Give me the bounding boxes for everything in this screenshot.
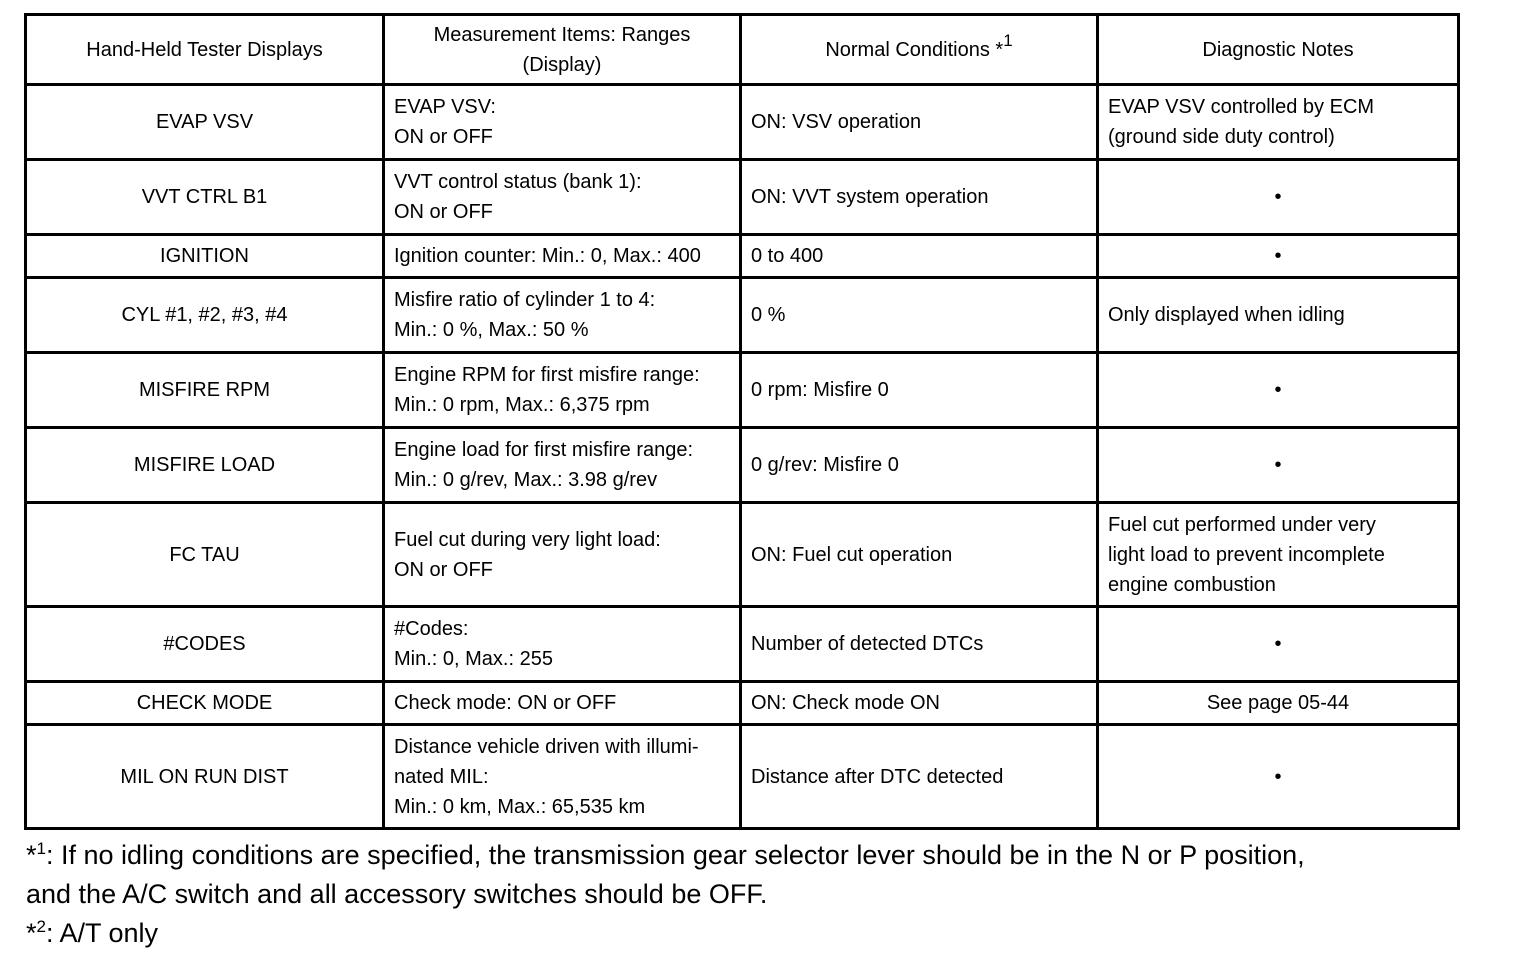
cell-normal-condition: ON: VSV operation [741, 85, 1098, 160]
header-display-text: Hand-Held Tester Displays [86, 38, 323, 61]
cell-normal-condition: 0 % [741, 278, 1098, 353]
header-range [384, 15, 741, 85]
table-row [26, 607, 1459, 682]
cell-measurement-range: Misfire ratio of cylinder 1 to 4: Min.: 0 %, Max.: 50 % [384, 278, 741, 353]
table-row [26, 503, 1459, 607]
cell-measurement-range: VVT control status (bank 1): ON or OFF [384, 160, 741, 235]
table-row [26, 278, 1459, 353]
header-notes-text: Diagnostic Notes [1202, 38, 1354, 61]
footnote-2-mark: * [26, 918, 37, 948]
cell-diagnostic-notes: • [1098, 725, 1459, 829]
cell-tester-display: VVT CTRL B1 [26, 160, 384, 235]
cell-normal-condition: Number of detected DTCs [741, 607, 1098, 682]
header-normal [741, 15, 1098, 85]
table-header [26, 15, 1459, 85]
table-row [26, 235, 1459, 278]
footnotes [26, 836, 1486, 953]
table-body [26, 85, 1459, 829]
table-row [26, 428, 1459, 503]
footnote-2-number: 2 [36, 917, 46, 936]
header-display [26, 15, 384, 85]
cell-measurement-range: #Codes: Min.: 0, Max.: 255 [384, 607, 741, 682]
header-notes [1098, 15, 1459, 85]
cell-tester-display: MISFIRE RPM [26, 353, 384, 428]
cell-tester-display: IGNITION [26, 235, 384, 278]
footnote-1-mark: * [26, 840, 37, 870]
cell-normal-condition: 0 g/rev: Misfire 0 [741, 428, 1098, 503]
footnote-1-text: : If no idling conditions are specified, the transmission gear selector lever should be in the N or P position, and the A/C switch and all accessory switches should be OFF. [26, 840, 1305, 909]
header-normal-footnote-ref: 1 [1003, 30, 1013, 50]
cell-tester-display: #CODES [26, 607, 384, 682]
cell-tester-display: CHECK MODE [26, 682, 384, 725]
footnote-2 [26, 914, 1486, 953]
data-list-table [24, 13, 1460, 830]
cell-normal-condition: Distance after DTC detected [741, 725, 1098, 829]
table-row [26, 682, 1459, 725]
cell-tester-display: MISFIRE LOAD [26, 428, 384, 503]
cell-diagnostic-notes: Only displayed when idling [1098, 278, 1459, 353]
table-row [26, 85, 1459, 160]
cell-measurement-range: EVAP VSV: ON or OFF [384, 85, 741, 160]
table-row [26, 160, 1459, 235]
cell-diagnostic-notes: • [1098, 428, 1459, 503]
cell-normal-condition: 0 rpm: Misfire 0 [741, 353, 1098, 428]
cell-measurement-range: Distance vehicle driven with illumi- nated MIL: Min.: 0 km, Max.: 65,535 km [384, 725, 741, 829]
header-row [26, 15, 1459, 85]
cell-tester-display: MIL ON RUN DIST [26, 725, 384, 829]
cell-measurement-range: Engine load for first misfire range: Min.: 0 g/rev, Max.: 3.98 g/rev [384, 428, 741, 503]
header-normal-text: Normal Conditions * [825, 38, 1004, 61]
cell-measurement-range: Ignition counter: Min.: 0, Max.: 400 [384, 235, 741, 278]
cell-tester-display: EVAP VSV [26, 85, 384, 160]
footnote-1-number: 1 [36, 839, 46, 858]
cell-diagnostic-notes: Fuel cut performed under very light load to prevent incomplete engine combustion [1098, 503, 1459, 607]
header-range-text: Measurement Items: Ranges (Display) [433, 23, 691, 76]
footnote-2-text: : A/T only [45, 918, 159, 948]
table-row [26, 725, 1459, 829]
cell-diagnostic-notes: • [1098, 353, 1459, 428]
cell-normal-condition: ON: VVT system operation [741, 160, 1098, 235]
cell-measurement-range: Fuel cut during very light load: ON or OFF [384, 503, 741, 607]
table-row [26, 353, 1459, 428]
cell-normal-condition: ON: Check mode ON [741, 682, 1098, 725]
cell-diagnostic-notes: • [1098, 160, 1459, 235]
cell-normal-condition: 0 to 400 [741, 235, 1098, 278]
footnote-1 [26, 836, 1486, 914]
cell-diagnostic-notes: See page 05-44 [1098, 682, 1459, 725]
cell-normal-condition: ON: Fuel cut operation [741, 503, 1098, 607]
cell-tester-display: FC TAU [26, 503, 384, 607]
cell-tester-display: CYL #1, #2, #3, #4 [26, 278, 384, 353]
cell-measurement-range: Engine RPM for first misfire range: Min.: 0 rpm, Max.: 6,375 rpm [384, 353, 741, 428]
cell-diagnostic-notes: • [1098, 607, 1459, 682]
cell-diagnostic-notes: EVAP VSV controlled by ECM (ground side duty control) [1098, 85, 1459, 160]
cell-diagnostic-notes: • [1098, 235, 1459, 278]
cell-measurement-range: Check mode: ON or OFF [384, 682, 741, 725]
